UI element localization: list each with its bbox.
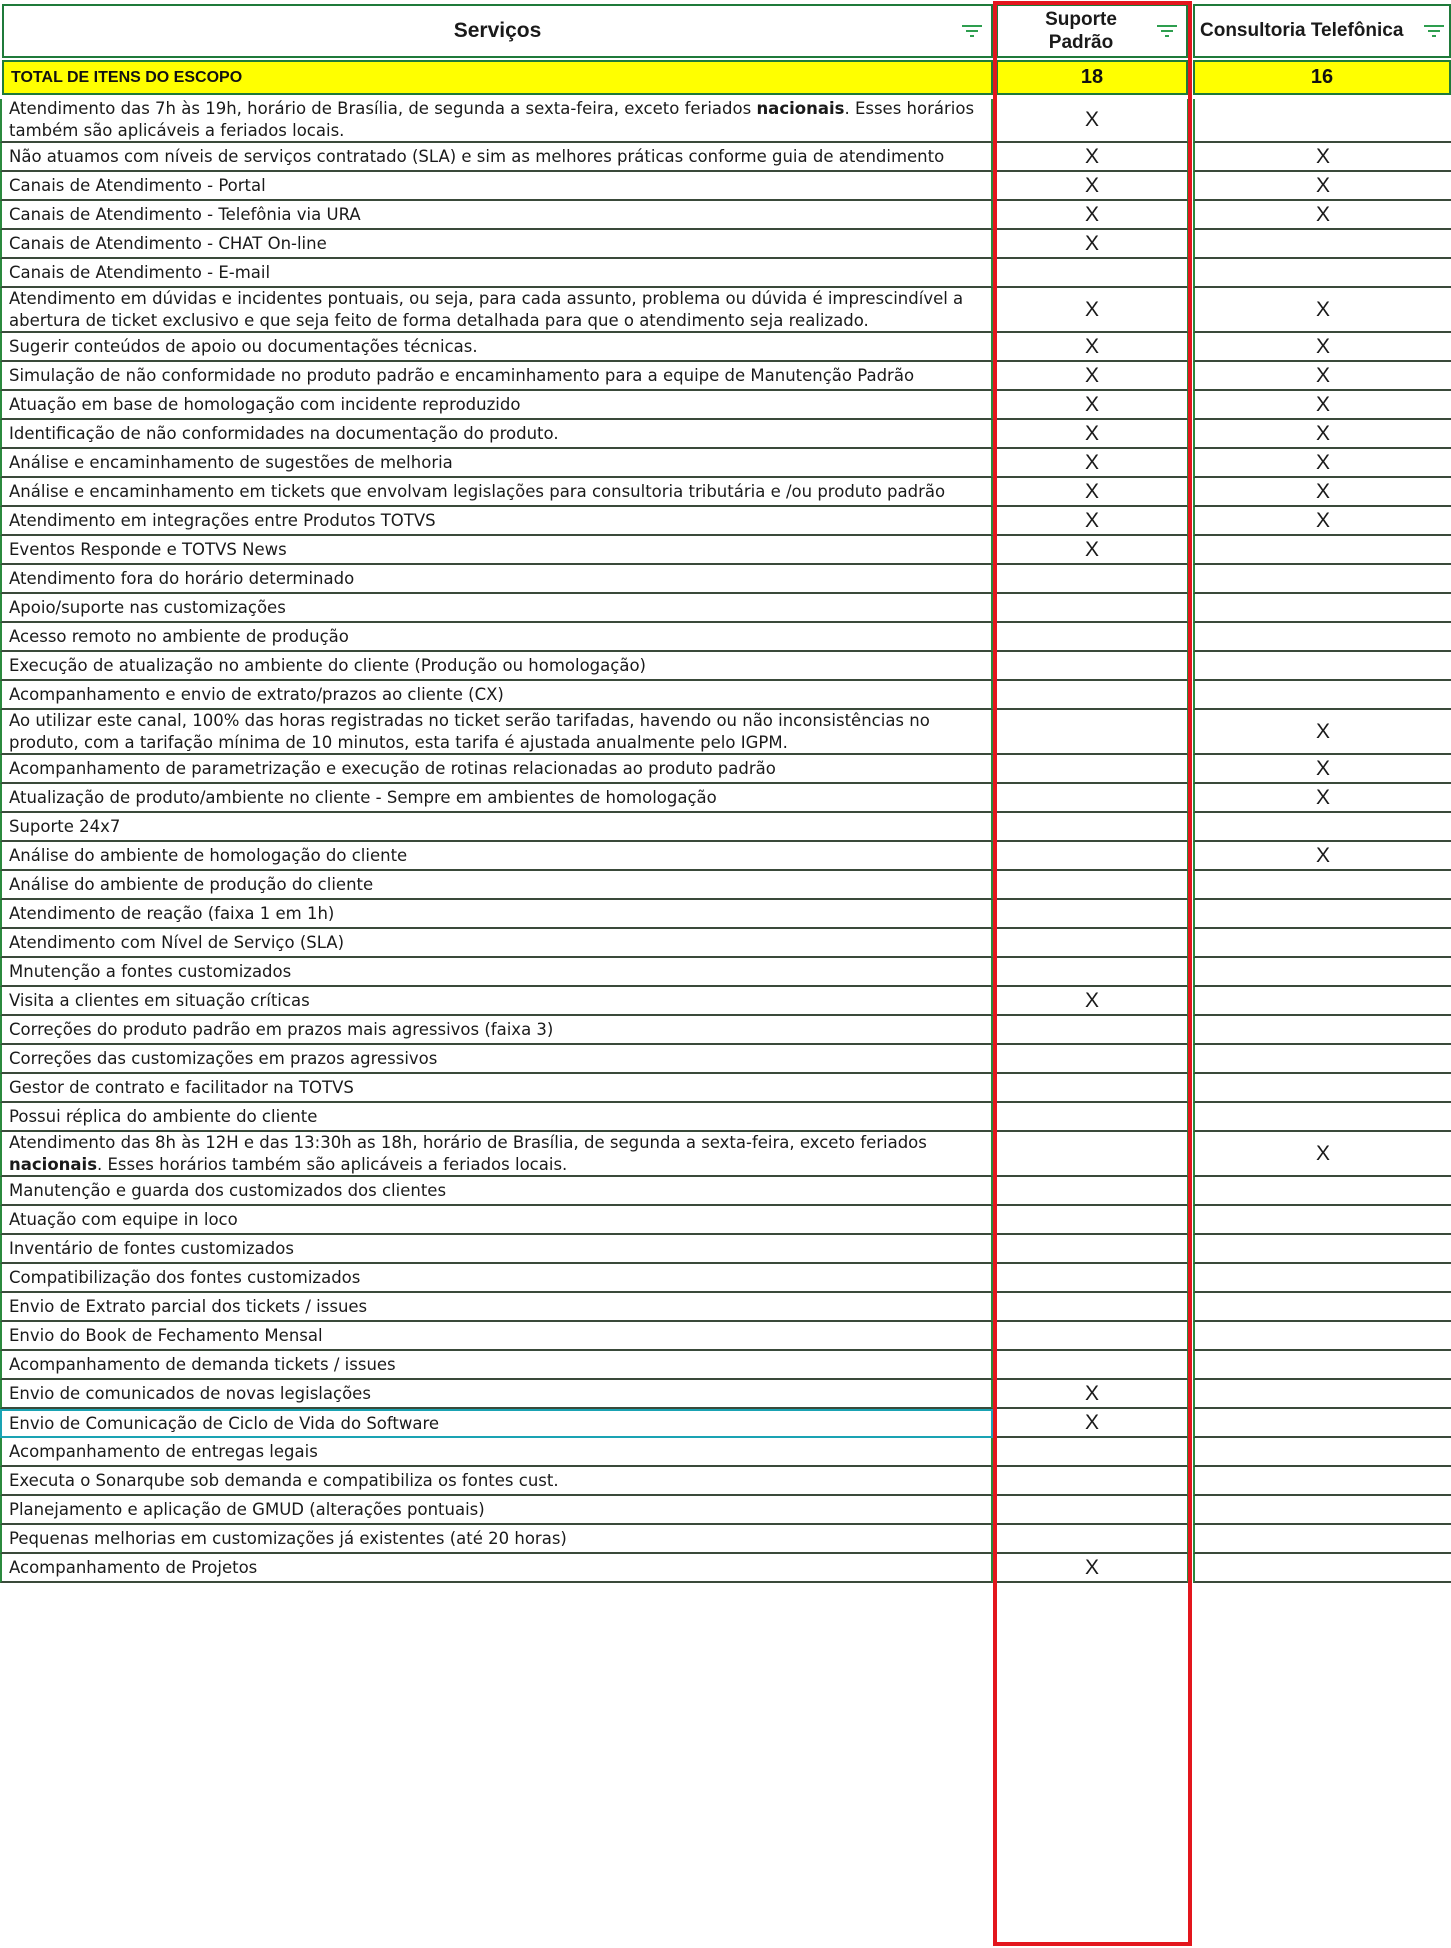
- service-text: Atendimento em integrações entre Produtos TOTVS: [9, 510, 436, 530]
- suporte-padrao-cell[interactable]: [996, 288, 1188, 333]
- service-cell[interactable]: [0, 1380, 993, 1409]
- consultoria-cell[interactable]: [1193, 929, 1451, 958]
- service-text: Atendimento fora do horário determinado: [9, 568, 355, 588]
- suporte-padrao-cell[interactable]: [996, 1264, 1188, 1293]
- suporte-padrao-cell[interactable]: [996, 1206, 1188, 1235]
- included-mark: X: [1084, 450, 1099, 474]
- service-cell[interactable]: [0, 1074, 993, 1103]
- consultoria-cell[interactable]: [1193, 1235, 1451, 1264]
- service-cell[interactable]: [0, 1554, 993, 1583]
- service-text: Visita a clientes em situação críticas: [9, 990, 310, 1010]
- service-text: Atendimento em dúvidas e incidentes pontuais, ou seja, para cada assunto, problema ou dúvida é imprescindível a abertura de ticket exclusivo e que seja feito de forma detalhada para que o atendimento seja realizado.: [9, 288, 964, 330]
- service-text: Envio de Comunicação de Ciclo de Vida do Software: [9, 1413, 440, 1433]
- consultoria-cell[interactable]: [1193, 230, 1451, 259]
- suporte-padrao-cell[interactable]: [996, 755, 1188, 784]
- consultoria-cell[interactable]: [1193, 1206, 1451, 1235]
- service-text: Apoio/suporte nas customizações: [9, 597, 286, 617]
- column-header-consultoria[interactable]: [1193, 4, 1451, 58]
- suporte-padrao-cell[interactable]: [996, 478, 1188, 507]
- service-cell[interactable]: [0, 391, 993, 420]
- included-mark: X: [1315, 202, 1330, 226]
- service-text: Canais de Atendimento - Portal: [9, 175, 266, 195]
- consultoria-cell[interactable]: [1193, 710, 1451, 755]
- service-text: Atuação com equipe in loco: [9, 1209, 238, 1229]
- service-text: Mnutenção a fontes customizados: [9, 961, 292, 981]
- included-mark: X: [1084, 508, 1099, 532]
- service-text: Manutenção e guarda dos customizados dos clientes: [9, 1180, 447, 1200]
- service-cell[interactable]: [0, 333, 993, 362]
- column-header-servicos[interactable]: [2, 4, 993, 58]
- suporte-padrao-cell[interactable]: [996, 1467, 1188, 1496]
- total-consultoria-cell[interactable]: [1193, 60, 1451, 95]
- included-mark: X: [1315, 479, 1330, 503]
- consultoria-cell[interactable]: [1193, 536, 1451, 565]
- service-text: Acompanhamento de Projetos: [9, 1557, 258, 1577]
- filter-icon[interactable]: [1156, 22, 1178, 40]
- suporte-padrao-cell[interactable]: [996, 1016, 1188, 1045]
- suporte-padrao-cell[interactable]: [996, 900, 1188, 929]
- suporte-padrao-cell[interactable]: [996, 201, 1188, 230]
- service-cell[interactable]: [0, 710, 993, 755]
- service-text: Atuação em base de homologação com incidente reproduzido: [9, 394, 521, 414]
- service-text: Compatibilização dos fontes customizados: [9, 1267, 361, 1287]
- total-label-cell[interactable]: [2, 60, 993, 95]
- suporte-padrao-cell[interactable]: [996, 1074, 1188, 1103]
- service-cell[interactable]: [0, 259, 993, 288]
- included-mark: X: [1315, 144, 1330, 168]
- included-mark: X: [1084, 537, 1099, 561]
- included-mark: X: [1084, 1555, 1099, 1579]
- consultoria-cell[interactable]: [1193, 1016, 1451, 1045]
- service-text: Correções das customizações em prazos agressivos: [9, 1048, 438, 1068]
- suporte-padrao-cell[interactable]: [996, 1496, 1188, 1525]
- included-mark: X: [1084, 1381, 1099, 1405]
- consultoria-cell[interactable]: [1193, 143, 1451, 172]
- consultoria-cell[interactable]: [1193, 652, 1451, 681]
- service-cell[interactable]: [0, 1016, 993, 1045]
- service-cell[interactable]: [0, 900, 993, 929]
- service-cell[interactable]: [0, 1525, 993, 1554]
- service-cell[interactable]: [0, 842, 993, 871]
- consultoria-cell[interactable]: [1193, 1103, 1451, 1132]
- included-mark: X: [1315, 508, 1330, 532]
- included-mark: X: [1315, 421, 1330, 445]
- consultoria-cell[interactable]: [1193, 1554, 1451, 1583]
- consultoria-cell[interactable]: [1193, 958, 1451, 987]
- service-cell[interactable]: [0, 1351, 993, 1380]
- suporte-padrao-cell[interactable]: [996, 929, 1188, 958]
- service-text: Sugerir conteúdos de apoio ou documentações técnicas.: [9, 336, 478, 356]
- consultoria-cell[interactable]: [1193, 565, 1451, 594]
- service-cell[interactable]: [0, 1322, 993, 1351]
- consultoria-cell[interactable]: [1193, 1045, 1451, 1074]
- consultoria-cell[interactable]: [1193, 1264, 1451, 1293]
- consultoria-cell[interactable]: [1193, 1293, 1451, 1322]
- consultoria-cell[interactable]: [1193, 333, 1451, 362]
- suporte-padrao-cell[interactable]: [996, 449, 1188, 478]
- service-text: Canais de Atendimento - Telefônia via URA: [9, 204, 361, 224]
- service-text: Envio de Extrato parcial dos tickets / issues: [9, 1296, 368, 1316]
- suporte-padrao-cell[interactable]: [996, 710, 1188, 755]
- included-mark: X: [1084, 988, 1099, 1012]
- suporte-padrao-cell[interactable]: [996, 230, 1188, 259]
- service-cell[interactable]: [0, 929, 993, 958]
- suporte-padrao-cell[interactable]: [996, 99, 1188, 143]
- suporte-padrao-cell[interactable]: [996, 1177, 1188, 1206]
- filter-icon[interactable]: [961, 22, 983, 40]
- consultoria-cell[interactable]: [1193, 288, 1451, 333]
- consultoria-cell[interactable]: [1193, 1074, 1451, 1103]
- service-cell[interactable]: [0, 1409, 993, 1438]
- included-mark: X: [1084, 202, 1099, 226]
- suporte-padrao-cell[interactable]: [996, 1235, 1188, 1264]
- suporte-padrao-cell[interactable]: [996, 958, 1188, 987]
- suporte-padrao-cell[interactable]: [996, 784, 1188, 813]
- suporte-padrao-cell[interactable]: [996, 362, 1188, 391]
- service-cell[interactable]: [0, 1045, 993, 1074]
- service-cell[interactable]: [0, 813, 993, 842]
- service-cell[interactable]: [0, 784, 993, 813]
- suporte-padrao-cell[interactable]: [996, 1525, 1188, 1554]
- service-cell[interactable]: [0, 652, 993, 681]
- consultoria-cell[interactable]: [1193, 420, 1451, 449]
- included-mark: X: [1084, 173, 1099, 197]
- service-cell[interactable]: [0, 536, 993, 565]
- total-suporte-value: 18: [1080, 66, 1104, 88]
- column-header-servicos-label: Serviços: [453, 19, 542, 42]
- consultoria-cell[interactable]: [1193, 623, 1451, 652]
- service-cell[interactable]: [0, 362, 993, 391]
- included-mark: X: [1315, 719, 1330, 743]
- service-text: Análise e encaminhamento em tickets que envolvam legislações para consultoria tributária e /ou produto padrão: [9, 481, 946, 501]
- consultoria-cell[interactable]: [1193, 99, 1451, 143]
- consultoria-cell[interactable]: [1193, 784, 1451, 813]
- consultoria-cell[interactable]: [1193, 478, 1451, 507]
- included-mark: X: [1084, 108, 1099, 131]
- consultoria-cell[interactable]: [1193, 1322, 1451, 1351]
- included-mark: X: [1315, 363, 1330, 387]
- service-cell[interactable]: [0, 565, 993, 594]
- included-mark: X: [1084, 392, 1099, 416]
- service-text: Não atuamos com níveis de serviços contratado (SLA) e sim as melhores práticas conforme guia de atendimento: [9, 146, 945, 166]
- consultoria-cell[interactable]: [1193, 900, 1451, 929]
- consultoria-cell[interactable]: [1193, 1380, 1451, 1409]
- column-header-suporte-line1: Suporte: [1045, 9, 1117, 30]
- total-label: TOTAL DE ITENS DO ESCOPO: [11, 68, 243, 86]
- included-mark: X: [1315, 843, 1330, 867]
- service-cell[interactable]: [0, 1467, 993, 1496]
- included-mark: X: [1315, 1141, 1330, 1165]
- service-text: Envio de comunicados de novas legislações: [9, 1383, 371, 1403]
- consultoria-cell[interactable]: [1193, 813, 1451, 842]
- service-cell[interactable]: [0, 681, 993, 710]
- service-text: Análise do ambiente de produção do cliente: [9, 874, 374, 894]
- included-mark: X: [1315, 173, 1330, 197]
- service-text: Identificação de não conformidades na documentação do produto.: [9, 423, 559, 443]
- included-mark: X: [1084, 479, 1099, 503]
- consultoria-cell[interactable]: [1193, 755, 1451, 784]
- suporte-padrao-cell[interactable]: [996, 623, 1188, 652]
- service-text: Acompanhamento de parametrização e execução de rotinas relacionadas ao produto padrão: [9, 758, 776, 778]
- service-text: Acesso remoto no ambiente de produção: [9, 626, 349, 646]
- suporte-padrao-cell[interactable]: [996, 1132, 1188, 1177]
- suporte-padrao-cell[interactable]: [996, 507, 1188, 536]
- consultoria-cell[interactable]: [1193, 172, 1451, 201]
- service-cell[interactable]: [0, 230, 993, 259]
- consultoria-cell[interactable]: [1193, 507, 1451, 536]
- service-cell[interactable]: [0, 958, 993, 987]
- service-cell[interactable]: [0, 1103, 993, 1132]
- suporte-padrao-cell[interactable]: [996, 987, 1188, 1016]
- service-cell[interactable]: [0, 1496, 993, 1525]
- service-cell[interactable]: [0, 1438, 993, 1467]
- suporte-padrao-cell[interactable]: [996, 871, 1188, 900]
- service-text: Atualização de produto/ambiente no cliente - Sempre em ambientes de homologação: [9, 787, 717, 807]
- consultoria-cell[interactable]: [1193, 681, 1451, 710]
- suporte-padrao-cell[interactable]: [996, 1103, 1188, 1132]
- suporte-padrao-cell[interactable]: [996, 594, 1188, 623]
- service-cell[interactable]: [0, 1264, 993, 1293]
- service-text: Canais de Atendimento - E-mail: [9, 262, 271, 282]
- service-cell[interactable]: [0, 288, 993, 333]
- service-text: Atendimento de reação (faixa 1 em 1h): [9, 903, 335, 923]
- suporte-padrao-cell[interactable]: [996, 391, 1188, 420]
- suporte-padrao-cell[interactable]: [996, 1351, 1188, 1380]
- service-cell[interactable]: [0, 1206, 993, 1235]
- service-cell[interactable]: [0, 1132, 993, 1177]
- included-mark: X: [1084, 1410, 1099, 1434]
- suporte-padrao-cell[interactable]: [996, 1322, 1188, 1351]
- suporte-padrao-cell[interactable]: [996, 652, 1188, 681]
- service-text: Ao utilizar este canal, 100% das horas registradas no ticket serão tarifadas, havendo ou não inconsistências no produto, com a tarifação mínima de 10 minutos, esta tarifa é ajustada anualmente pelo IGPM.: [9, 710, 930, 752]
- service-text: Acompanhamento de demanda tickets / issues: [9, 1354, 396, 1374]
- suporte-padrao-cell[interactable]: [996, 172, 1188, 201]
- consultoria-cell[interactable]: [1193, 1409, 1451, 1438]
- suporte-padrao-cell[interactable]: [996, 1438, 1188, 1467]
- included-mark: X: [1315, 450, 1330, 474]
- suporte-padrao-cell[interactable]: [996, 1293, 1188, 1322]
- consultoria-cell[interactable]: [1193, 842, 1451, 871]
- included-mark: X: [1084, 297, 1099, 321]
- consultoria-cell[interactable]: [1193, 987, 1451, 1016]
- service-cell[interactable]: [0, 623, 993, 652]
- service-cell[interactable]: [0, 1177, 993, 1206]
- service-cell[interactable]: [0, 594, 993, 623]
- consultoria-cell[interactable]: [1193, 449, 1451, 478]
- included-mark: X: [1315, 392, 1330, 416]
- service-cell[interactable]: [0, 201, 993, 230]
- suporte-padrao-cell[interactable]: [996, 1409, 1188, 1438]
- service-cell[interactable]: [0, 987, 993, 1016]
- service-cell[interactable]: [0, 420, 993, 449]
- service-cell[interactable]: [0, 478, 993, 507]
- column-header-consultoria-label: Consultoria Telefônica: [1200, 20, 1404, 41]
- suporte-padrao-cell[interactable]: [996, 681, 1188, 710]
- included-mark: X: [1084, 363, 1099, 387]
- consultoria-cell[interactable]: [1193, 362, 1451, 391]
- service-cell[interactable]: [0, 99, 993, 143]
- service-text: Canais de Atendimento - CHAT On-line: [9, 233, 327, 253]
- included-mark: X: [1315, 756, 1330, 780]
- service-text: Atendimento das 8h às 12H e das 13:30h as 18h, horário de Brasília, de segunda a sexta-feira, exceto feriados nacionais. Esses horários também são aplicáveis a feriados locais.: [9, 1132, 927, 1174]
- suporte-padrao-cell[interactable]: [996, 1554, 1188, 1583]
- service-cell[interactable]: [0, 172, 993, 201]
- consultoria-cell[interactable]: [1193, 1351, 1451, 1380]
- included-mark: X: [1084, 421, 1099, 445]
- suporte-padrao-cell[interactable]: [996, 143, 1188, 172]
- suporte-padrao-cell[interactable]: [996, 259, 1188, 288]
- service-cell[interactable]: [0, 755, 993, 784]
- service-text: Executa o Sonarqube sob demanda e compatibiliza os fontes cust.: [9, 1470, 559, 1490]
- consultoria-cell[interactable]: [1193, 1467, 1451, 1496]
- service-text: Atendimento com Nível de Serviço (SLA): [9, 932, 345, 952]
- suporte-padrao-cell[interactable]: [996, 813, 1188, 842]
- consultoria-cell[interactable]: [1193, 1438, 1451, 1467]
- consultoria-cell[interactable]: [1193, 259, 1451, 288]
- suporte-padrao-cell[interactable]: [996, 1380, 1188, 1409]
- suporte-padrao-cell[interactable]: [996, 565, 1188, 594]
- service-text: Gestor de contrato e facilitador na TOTVS: [9, 1077, 354, 1097]
- service-cell[interactable]: [0, 507, 993, 536]
- service-cell[interactable]: [0, 143, 993, 172]
- consultoria-cell[interactable]: [1193, 201, 1451, 230]
- service-text: Análise e encaminhamento de sugestões de melhoria: [9, 452, 453, 472]
- suporte-padrao-cell[interactable]: [996, 420, 1188, 449]
- service-text: Correções do produto padrão em prazos mais agressivos (faixa 3): [9, 1019, 554, 1039]
- service-text: Inventário de fontes customizados: [9, 1238, 294, 1258]
- consultoria-cell[interactable]: [1193, 1177, 1451, 1206]
- service-text: Planejamento e aplicação de GMUD (alterações pontuais): [9, 1499, 485, 1519]
- service-text: Simulação de não conformidade no produto padrão e encaminhamento para a equipe de Manutenção Padrão: [9, 365, 915, 385]
- service-text: Acompanhamento de entregas legais: [9, 1441, 318, 1461]
- total-consultoria-value: 16: [1310, 66, 1334, 88]
- service-cell[interactable]: [0, 1235, 993, 1264]
- consultoria-cell[interactable]: [1193, 1496, 1451, 1525]
- suporte-padrao-cell[interactable]: [996, 536, 1188, 565]
- service-text: Execução de atualização no ambiente do cliente (Produção ou homologação): [9, 655, 646, 675]
- consultoria-cell[interactable]: [1193, 391, 1451, 420]
- service-cell[interactable]: [0, 871, 993, 900]
- service-text: Suporte 24x7: [9, 816, 121, 836]
- included-mark: X: [1315, 297, 1330, 321]
- column-header-suporte-line2: Padrão: [1048, 32, 1114, 53]
- consultoria-cell[interactable]: [1193, 871, 1451, 900]
- consultoria-cell[interactable]: [1193, 1525, 1451, 1554]
- suporte-padrao-cell[interactable]: [996, 842, 1188, 871]
- consultoria-cell[interactable]: [1193, 594, 1451, 623]
- service-text: Pequenas melhorias em customizações já existentes (até 20 horas): [9, 1528, 567, 1548]
- included-mark: X: [1084, 231, 1099, 255]
- service-cell[interactable]: [0, 1293, 993, 1322]
- suporte-padrao-cell[interactable]: [996, 333, 1188, 362]
- service-text: Envio do Book de Fechamento Mensal: [9, 1325, 323, 1345]
- service-text: Acompanhamento e envio de extrato/prazos ao cliente (CX): [9, 684, 504, 704]
- service-text: Possui réplica do ambiente do cliente: [9, 1106, 318, 1126]
- service-cell[interactable]: [0, 449, 993, 478]
- suporte-padrao-cell[interactable]: [996, 1045, 1188, 1074]
- included-mark: X: [1315, 334, 1330, 358]
- service-text: Análise do ambiente de homologação do cliente: [9, 845, 408, 865]
- service-text: Atendimento das 7h às 19h, horário de Brasília, de segunda a sexta-feira, exceto feriados nacionais. Esses horários também são aplicáveis a feriados locais.: [9, 99, 975, 140]
- service-text: Eventos Responde e TOTVS News: [9, 539, 287, 559]
- total-suporte-cell[interactable]: [996, 60, 1188, 95]
- column-header-suporte-padrao[interactable]: [996, 4, 1188, 58]
- consultoria-cell[interactable]: [1193, 1132, 1451, 1177]
- filter-icon[interactable]: [1423, 22, 1445, 40]
- included-mark: X: [1084, 144, 1099, 168]
- included-mark: X: [1084, 334, 1099, 358]
- included-mark: X: [1315, 785, 1330, 809]
